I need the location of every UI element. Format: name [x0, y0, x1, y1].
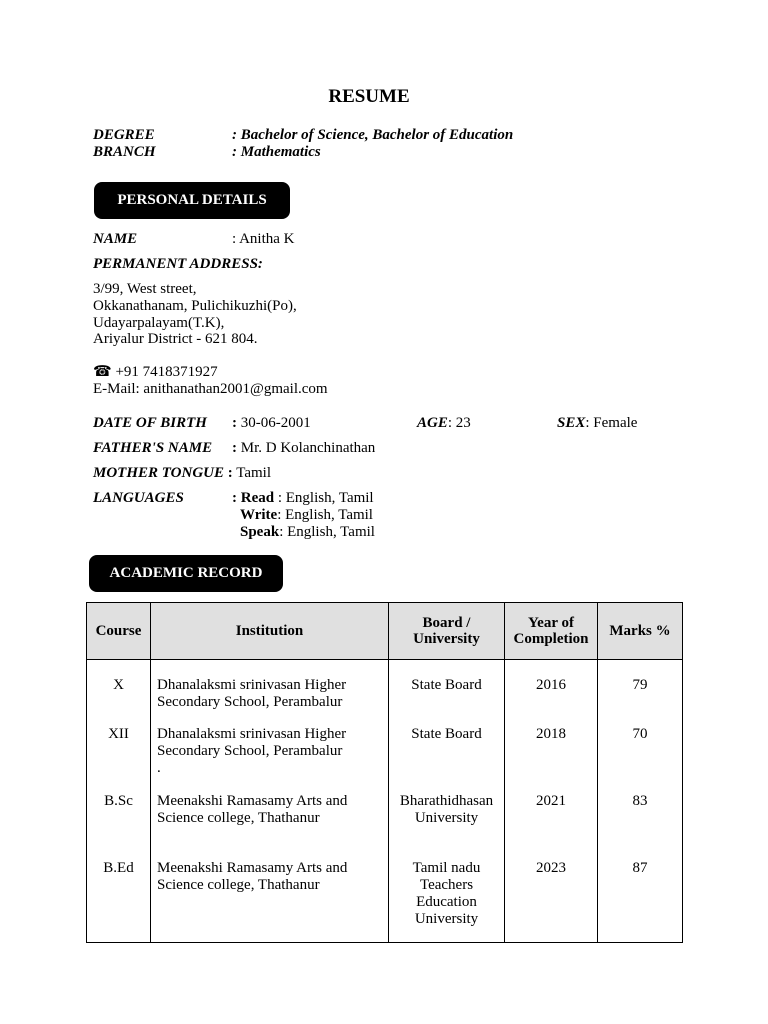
name-value: : Anitha K	[232, 231, 295, 247]
email-text: E-Mail: anithanathan2001@gmail.com	[93, 381, 328, 397]
speak-value: : English, Tamil	[279, 524, 375, 540]
father-value: Mr. D Kolanchinathan	[240, 440, 376, 456]
read-label: Read	[240, 490, 275, 506]
cell-year: 2016	[505, 660, 598, 726]
address-line: Ariyalur District - 621 804.	[93, 331, 258, 347]
mother-tongue-value: Tamil	[236, 465, 272, 481]
column-header: Year of Completion	[505, 603, 598, 660]
cell-course: B.Ed	[87, 860, 151, 943]
column-header: Marks %	[598, 603, 683, 660]
father-label: FATHER'S NAME	[93, 440, 213, 456]
dob-value: 30-06-2001	[240, 415, 311, 431]
academic-record-heading	[89, 555, 283, 592]
languages-speak	[240, 524, 375, 541]
table-row	[87, 793, 683, 860]
cell-marks: 87	[598, 860, 683, 943]
address-label: PERMANENT ADDRESS:	[93, 256, 263, 272]
cell-marks: 70	[598, 726, 683, 793]
column-header: Institution	[151, 603, 389, 660]
cell-year: 2018	[505, 726, 598, 793]
cell-institution: Meenakshi Ramasamy Arts and Science college, Thathanur	[151, 793, 389, 860]
degree-label: DEGREE	[93, 127, 155, 143]
table-header-row	[87, 603, 683, 660]
cell-year: 2021	[505, 793, 598, 860]
branch-label: BRANCH	[93, 144, 156, 160]
age-row	[417, 415, 471, 432]
address-line: Udayarpalayam(T.K),	[93, 315, 225, 331]
age-label: AGE	[417, 415, 448, 431]
age-value: : 23	[447, 415, 471, 431]
column-header: Board / University	[389, 603, 505, 660]
speak-label: Speak	[240, 524, 280, 540]
dob-value-row: : 30-06-2001	[232, 415, 311, 431]
branch-value: : Mathematics	[232, 144, 321, 160]
cell-marks: 79	[598, 660, 683, 726]
sex-label: SEX	[557, 415, 586, 431]
sex-row	[557, 415, 637, 432]
table-row	[87, 860, 683, 943]
personal-details-heading	[94, 182, 290, 219]
cell-board: State Board	[389, 660, 505, 726]
page-title: RESUME	[328, 86, 410, 107]
academic-record-heading-text: ACADEMIC RECORD	[109, 565, 263, 581]
dob-label: DATE OF BIRTH	[93, 415, 207, 431]
father-value-row: : Mr. D Kolanchinathan	[232, 440, 376, 456]
mother-tongue-row: MOTHER TONGUE : Tamil	[93, 465, 272, 481]
languages-write	[240, 507, 373, 524]
sex-value: : Female	[585, 415, 638, 431]
cell-marks: 83	[598, 793, 683, 860]
degree-value: : Bachelor of Science, Bachelor of Education	[232, 127, 514, 143]
cell-board: State Board	[389, 726, 505, 793]
table-row	[87, 660, 683, 726]
personal-details-heading-text: PERSONAL DETAILS	[117, 192, 267, 208]
cell-institution: Dhanalaksmi srinivasan Higher Secondary School, Perambalur .	[151, 726, 389, 793]
address-line: Okkanathanam, Pulichikuzhi(Po),	[93, 298, 297, 314]
name-label: NAME	[93, 231, 138, 247]
phone-number: +91 7418371927	[115, 364, 218, 380]
cell-year: 2023	[505, 860, 598, 943]
cell-board: Bharathidhasan University	[389, 793, 505, 860]
cell-course: B.Sc	[87, 793, 151, 860]
languages-read: : Read : English, Tamil	[232, 490, 374, 506]
cell-course: X	[87, 660, 151, 726]
address-line: 3/99, West street,	[93, 281, 197, 297]
cell-institution: Dhanalaksmi srinivasan Higher Secondary School, Perambalur	[151, 660, 389, 726]
column-header: Course	[87, 603, 151, 660]
cell-board: Tamil nadu Teachers Education University	[389, 860, 505, 943]
academic-table	[86, 602, 683, 943]
write-label: Write	[240, 507, 278, 523]
cell-course: XII	[87, 726, 151, 793]
write-value: : English, Tamil	[277, 507, 373, 523]
phone-row	[93, 364, 218, 381]
languages-label: LANGUAGES	[93, 490, 184, 506]
read-value: : English, Tamil	[277, 490, 374, 506]
phone-icon: ☎	[93, 364, 112, 380]
cell-institution: Meenakshi Ramasamy Arts and Science college, Thathanur	[151, 860, 389, 943]
table-row	[87, 726, 683, 793]
mother-tongue-label: MOTHER TONGUE	[93, 465, 224, 481]
